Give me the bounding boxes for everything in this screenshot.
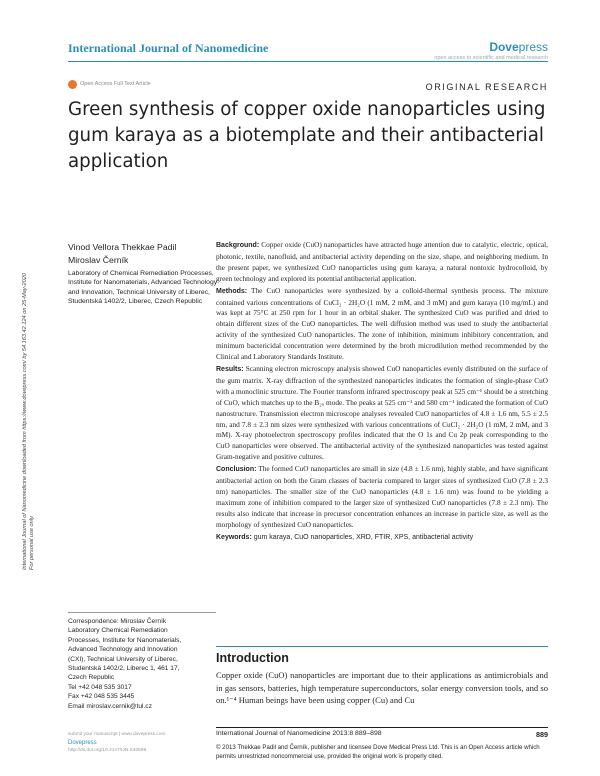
correspondence-line: Processes, Institute for Nanomaterials, [68, 636, 182, 644]
publisher-bold: Dove [489, 40, 519, 54]
background-text: Copper oxide (CuO) nanoparticles have attracted huge attention due to catalytic, electric, optical, photonic, textile, nanofluid, and antibacterial activity depending on the size, shape, and neighboring medium. In the present paper, we synthesized CuO nanoparticles using gum karaya, a natural nontoxic hydrocolloid, by green technology and explored its potential antibacterial application. [216, 240, 548, 283]
footer-journal-ref: International Journal of Nanomedicine 2013:8 889–898 [216, 730, 382, 737]
side-notice-line1: International Journal of Nanomedicine downloaded from https://www.dovepress.com/ by 54.163.42.124 on 25-May-2020 [22, 273, 28, 570]
introduction-rule [216, 646, 548, 647]
authors [68, 241, 176, 267]
correspondence [68, 617, 218, 711]
background-label: Background: [216, 242, 260, 249]
footer-dovepress-logo: Dovepress [68, 740, 97, 746]
correspondence-line: Studentská 1402/2, Liberec 1, 461 17, [68, 665, 180, 673]
page-number: 889 [536, 730, 548, 739]
correspondence-label: Correspondence: Miroslav Černík [68, 618, 167, 625]
journal-name: International Journal of Nanomedicine [68, 41, 269, 55]
introduction-text: Copper oxide (CuO) nanoparticles are important due to their applications as antimicrobials and in gas sensors, batteries, high temperature superconductors, solar energy conversion tools, and so on.¹⁻⁴ Human beings have been using copper (Cu) and Cu [216, 670, 548, 705]
publisher-logo [489, 40, 548, 54]
correspondence-email[interactable]: Email miroslav.cernik@tul.cz [68, 702, 152, 710]
correspondence-fax: Fax +42 048 535 3445 [68, 693, 135, 701]
footer-copyright: © 2013 Thekkae Padil and Černík, publisher and licensee Dove Medical Press Ltd. This is an Open Access article which permits unrestricted noncommercial use, provided the original work is properly cited. [216, 744, 540, 760]
keywords-label: Keywords: [216, 533, 252, 541]
open-access-label: Open Access Full Text Article [80, 81, 151, 87]
abstract-results [216, 364, 548, 463]
results-text: Scanning electron microscopy analysis showed CuO nanoparticles evenly distributed on the surface of the gum matrix. X-ray diffraction of the synthesized nanoparticles indicates the formation of single-phase CuO with a monoclinic structure. The Fourier transform infrared spectroscopy peak at 525 cm⁻¹ should be a stretching of CuO, which matches up to the B₂ᵤ mode. The peaks at 525 cm⁻¹ and 580 cm⁻¹ indicated the formation of CuO nanostructure. Transmission electron microscope analyses revealed CuO nanoparticles of 4.8 ± 1.6 nm, 5.5 ± 2.5 nm, and 7.8 ± 2.3 nm sizes were synthesized with various concentrations of CuCl₂ · 2H₂O (1 mM, 2 mM, and 3 mM). X-ray photoelectron spectroscopy profiles indicated that the O 1s and Cu 2p peak corresponding to the CuO nanoparticles were observed. The antibacterial activity of the synthesized nanoparticles was tested against Gram-negative and positive cultures. [216, 363, 548, 462]
footer-doi[interactable]: http://dx.doi.org/10.2147/IJN.S40599 [68, 748, 147, 753]
keywords-text: gum karaya, CuO nanoparticles, XRD, FTIR, XPS, antibacterial activity [251, 533, 474, 541]
side-notice [22, 130, 50, 570]
methods-label: Methods: [216, 287, 248, 295]
correspondence-line: (CXI), Technical University of Liberec, [68, 655, 178, 663]
author-2: Miroslav Černík [68, 255, 129, 265]
introduction-heading: Introduction [216, 651, 289, 665]
abstract [216, 240, 548, 544]
open-access-icon [68, 80, 77, 89]
correspondence-rule [68, 612, 216, 613]
author-1: Vinod Vellora Thekkae Padil [68, 242, 177, 252]
correspondence-line: Advanced Technology and Innovation [68, 646, 178, 654]
article-type: ORIGINAL RESEARCH [425, 82, 548, 92]
article-title: Green synthesis of copper oxide nanoparticles using gum karaya as a biotemplate and their antibacterial application [68, 99, 546, 172]
abstract-methods [216, 286, 548, 363]
side-notice-line2: For personal use only. [29, 515, 35, 570]
correspondence-line: Laboratory Chemical Remediation [68, 627, 168, 635]
abstract-conclusion [216, 464, 548, 530]
abstract-background [216, 240, 548, 285]
abstract-keywords [216, 532, 548, 544]
affiliation: Laboratory of Chemical Remediation Processes, Institute for Nanomaterials, Advanced Technology and Innovation, Technical University of Liberec, Studentská 1402/2, Liberec, Czech Republic [68, 270, 218, 306]
footer-submit [68, 731, 208, 755]
publisher-tagline: open access to scientific and medical research [434, 55, 548, 61]
publisher-light: press [518, 40, 548, 54]
results-label: Results: [216, 365, 244, 373]
correspondence-line: Czech Republic [68, 674, 115, 682]
conclusion-text: The formed CuO nanoparticles are small in size (4.8 ± 1.6 nm), highly stable, and have significant antibacterial action on both the Gram classes of bacteria compared to larger sizes of synthesized CuO (7.8 ± 2.3 nm) nanoparticles. The smaller size of the CuO nanoparticles (4.8 ± 1.6 nm) was found to be yielding a maximum zone of inhibition compared to the larger size of synthesized CuO nanoparticles (7.8 ± 2.3 nm). The results also indicate that increase in precursor concentration enhances an increase in particle size, as well as the morphology of synthesized CuO nanoparticles. [216, 464, 548, 529]
conclusion-label: Conclusion: [216, 466, 257, 474]
footer-submit-line[interactable]: submit your manuscript | www.dovepress.com [68, 732, 166, 737]
header-rule [68, 61, 548, 62]
footer-rule [216, 727, 548, 728]
methods-text: The CuO nanoparticles were synthesized by a colloid-thermal synthesis process. The mixture contained various concentrations of CuCl₂ · 2H₂O (1 mM, 2 mM, and 3 mM) and gum karaya (10 mg/mL) and was kept at 75°C at 250 rpm for 1 hour in an orbital shaker. The synthesized CuO was purified and dried to obtain different sizes of the CuO nanoparticles. The well diffusion method was used to study the antibacterial activity of the synthesized CuO nanoparticles. The zone of inhibition, minimum inhibitory concentration, and minimum bactericidal concentration were determined by the broth microdilution method recommended by the Clinical and Laboratory Standards Institute. [216, 285, 548, 362]
correspondence-tel: Tel +42 048 535 3017 [68, 683, 132, 691]
